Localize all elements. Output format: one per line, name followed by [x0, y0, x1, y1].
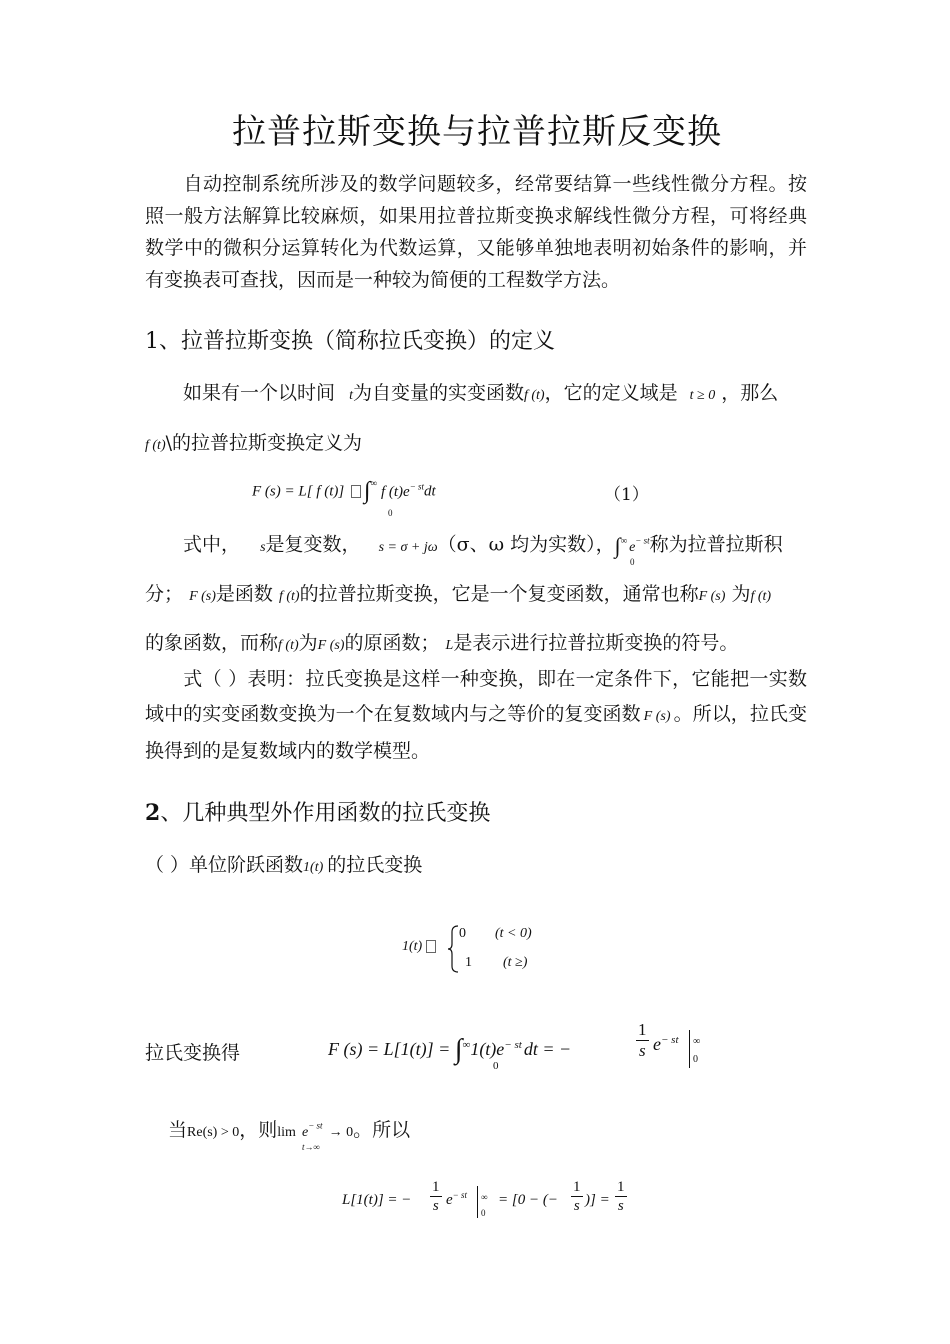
integral-lower: 0 — [493, 1060, 499, 1072]
math-Fs: F (s) — [317, 638, 345, 653]
lim-subscript: t→∞ — [302, 1142, 320, 1152]
math-arrow: → 0 — [328, 1125, 354, 1140]
text-segment: 。所以 — [353, 1119, 411, 1141]
eval-upper: ∞ — [693, 1036, 701, 1047]
numerator: 1 — [636, 1020, 649, 1041]
integral-sign: ∫ — [454, 1034, 463, 1065]
equation-number: （1） — [604, 485, 649, 505]
text-segment: 是函数 — [215, 583, 273, 605]
integral-lower: 0 — [388, 508, 393, 518]
math-ft: f (t) — [145, 438, 166, 453]
eq-part-2: 1(t)e — [470, 1039, 505, 1059]
text-segment: 式中， — [183, 533, 241, 556]
condition-line — [168, 1115, 410, 1145]
math-re: Re(s) > 0 — [187, 1125, 240, 1140]
subsection-unit-step — [145, 850, 422, 880]
heading-text: 、几种典型外作用函数的拉氏变换 — [160, 801, 491, 826]
math-Fs: F (s) — [189, 589, 216, 604]
text-segment: 分； — [145, 583, 184, 605]
final-e — [446, 1190, 467, 1209]
text-segment: 的拉氏变换 — [327, 854, 423, 876]
evaluation-bar — [653, 1034, 679, 1055]
exponent: − st — [308, 1120, 323, 1131]
math-domain: t ≥ 0 — [689, 388, 716, 403]
math-Fs: F (s) — [698, 589, 726, 604]
final-mid2: )] = — [585, 1192, 610, 1208]
case-1-condition: (t < 0) — [495, 926, 532, 941]
math-ft: f (t) — [523, 388, 545, 403]
denominator: s — [617, 1198, 624, 1214]
numerator: 1 — [617, 1179, 625, 1195]
integral-lower: 0 — [630, 557, 635, 567]
math-s: s — [260, 539, 266, 555]
text-segment: 是表示进行拉普拉斯变换的符号。 — [453, 632, 739, 654]
definition-line-2 — [145, 428, 362, 458]
math-unit-step: 1(t) — [303, 860, 324, 875]
missing-glyph-box — [351, 485, 361, 498]
exponent: − st — [504, 1039, 522, 1051]
eq-part-1: F (s) = L[1(t)] = — [328, 1039, 455, 1059]
integral-upper: ∞ — [620, 535, 628, 546]
math-e: e — [301, 1125, 309, 1140]
intro-paragraph — [145, 168, 807, 296]
page-title: 拉普拉斯变换与拉普拉斯反变换 — [232, 112, 722, 152]
text-segment: ，那么 — [721, 382, 779, 404]
missing-glyph-box — [426, 940, 436, 953]
eval-lower: 0 — [693, 1054, 698, 1065]
final-lhs: L[1(t)] = − — [342, 1192, 412, 1208]
case-2-condition: (t ≥) — [503, 955, 528, 970]
math-t: t — [349, 388, 353, 403]
eval-bar-line — [477, 1186, 478, 1218]
exponent: − st — [661, 1034, 679, 1046]
text-segment: 当 — [168, 1119, 188, 1141]
eq-part-3: dt = − — [523, 1039, 572, 1059]
formula-dt: dt — [424, 483, 436, 500]
exponent: − st — [635, 535, 650, 546]
denominator: s — [638, 1041, 646, 1061]
definition-line-1 — [183, 378, 778, 408]
integral-upper: ∞ — [370, 477, 377, 488]
section-2-heading — [145, 796, 490, 827]
math-L: L — [445, 638, 454, 653]
math-sdef: s = σ + jω — [378, 539, 438, 555]
text-segment: 式（ ）表明：拉氏变换是这样一种变换，即在一定条件下，它能把一实数域中的实变函数变换为一个在复数域内与之等价的复变函数 — [145, 668, 807, 725]
definition-line-5 — [145, 628, 738, 658]
text-segment: 为自变量的实变函数 — [352, 382, 524, 404]
text-segment: 的象函数，而称 — [145, 632, 279, 654]
formula-1 — [252, 478, 436, 505]
text-segment: （σ、ω 均为实数）， — [437, 533, 615, 556]
denominator: s — [432, 1198, 439, 1214]
eval-upper: ∞ — [481, 1192, 488, 1202]
heading-number: 2 — [145, 800, 161, 826]
text-segment: ，则 — [239, 1119, 278, 1141]
final-equals — [585, 1190, 610, 1209]
definition-line-4 — [145, 579, 771, 609]
case-2-value: 1 — [465, 955, 472, 970]
intro-text: 自动控制系统所涉及的数学问题较多，经常要结算一些线性微分方程。按照一般方法解算比较麻烦，如果用拉普拉斯变换求解线性微分方程，可将经典数学中的微积分运算转化为代数运算，又能够单独地表明初始条件的影响，并有变换表可查找，因而是一种较为简便的工程数学方法。 — [145, 173, 807, 291]
text-segment: （ ）单位阶跃函数 — [145, 854, 304, 876]
denominator: s — [573, 1198, 580, 1214]
math-e: e — [446, 1192, 453, 1208]
numerator: 1 — [432, 1179, 440, 1195]
laplace-label: 拉氏变换得 — [145, 1042, 241, 1064]
math-e: e — [653, 1034, 661, 1054]
final-middle — [498, 1190, 558, 1209]
integral-sign: ∫ — [614, 533, 621, 558]
eval-lower: 0 — [481, 1208, 486, 1218]
formula-lhs: F (s) = L[ f (t)] — [252, 483, 348, 500]
text-segment: 的拉普拉斯变换，它是一个复变函数，通常也称 — [299, 583, 699, 605]
math-lhs: 1(t) — [402, 939, 426, 954]
exponent: − st — [409, 481, 425, 492]
step-function-lhs — [402, 938, 436, 955]
text-segment: 。所以，拉氏变换得到的是复数域内的数学模型。 — [145, 703, 807, 762]
numerator: 1 — [573, 1179, 581, 1195]
fraction-1-over-s — [430, 1178, 442, 1215]
math-lim: lim — [277, 1125, 296, 1140]
fraction-1-over-s — [571, 1178, 583, 1215]
math-Fs: F (s) — [643, 709, 671, 724]
result-fraction — [615, 1178, 627, 1215]
text-segment: 的原函数； — [344, 632, 440, 654]
integral-upper: ∞ — [462, 1039, 471, 1051]
section-1-heading: 1、拉普拉斯变换（简称拉氏变换）的定义 — [145, 329, 555, 354]
text-segment: 为 — [731, 583, 751, 605]
case-1-value: 0 — [459, 926, 466, 941]
fraction-1-over-s — [636, 1020, 649, 1062]
final-mid: = [0 − (− — [498, 1192, 558, 1208]
laplace-equation — [328, 1034, 571, 1066]
math-e: e — [629, 539, 636, 555]
eval-bar-line — [689, 1030, 690, 1068]
definition-paragraph-6 — [145, 662, 807, 769]
text-segment: 是复变数， — [265, 533, 361, 556]
math-ft: f (t) — [278, 638, 299, 653]
text-segment: ，它的定义域是 — [544, 382, 678, 404]
math-ft: f (t) — [278, 589, 300, 604]
exponent: − st — [452, 1190, 467, 1200]
formula-rhs: f (t)e — [380, 483, 410, 500]
text-segment: 为 — [298, 632, 318, 654]
definition-line-3 — [183, 528, 783, 563]
text-segment: 称为拉普拉斯积 — [649, 533, 783, 556]
text-segment: 如果有一个以时间 — [183, 382, 336, 404]
text-segment: \的拉普拉斯变换定义为 — [165, 432, 363, 454]
integral-sign: ∫ — [363, 478, 371, 504]
math-ft: f (t) — [750, 589, 772, 604]
final-result — [342, 1190, 411, 1209]
